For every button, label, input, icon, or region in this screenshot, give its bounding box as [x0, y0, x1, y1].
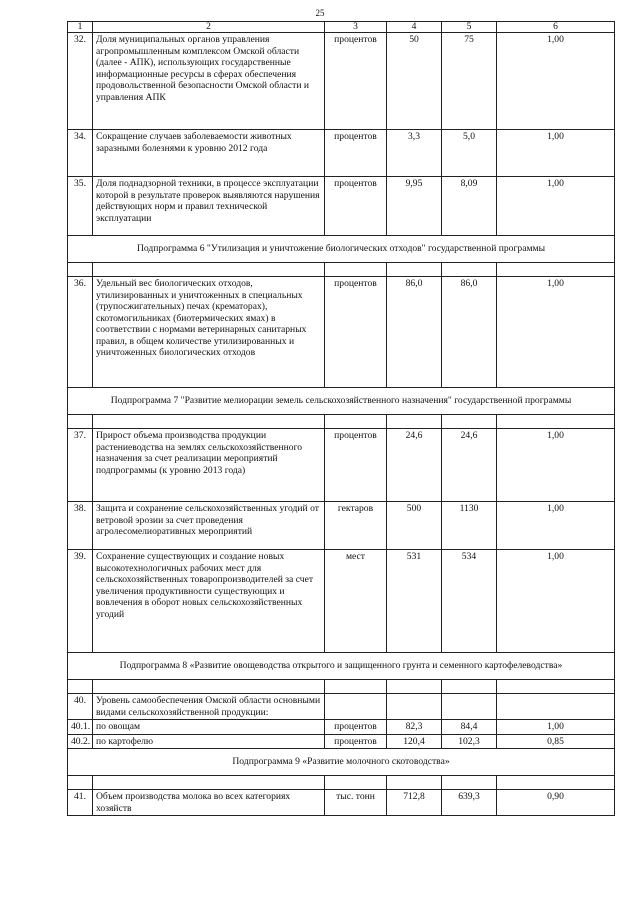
indicator-name: Объем производства молока во всех категориях хозяйств: [93, 790, 325, 816]
value-col4: 82,3: [387, 720, 442, 735]
indicator-name: Удельный вес биологических отходов, утилизированных и уничтоженных в специальных (трупосжигательных) печах (крематорах), скотомогильниках (биотермических ямах) в соответствии с нормами ветеринарных санитарных правил, в общем количестве утилизированных и уничтоженных биологических отходов: [93, 277, 325, 388]
empty-cell: [68, 415, 93, 429]
unit-cell: процентов: [325, 277, 387, 388]
value-col5: 8,09: [442, 177, 497, 236]
header-cell: 6: [497, 22, 615, 33]
value-col4: 712,8: [387, 790, 442, 816]
table-row: [68, 720, 615, 735]
indicators-table: [67, 21, 615, 816]
empty-cell: [387, 776, 442, 790]
empty-cell: [325, 263, 387, 277]
value-col6: 1,00: [497, 33, 615, 130]
spacer-row: [68, 776, 615, 790]
indicator-name: по картофелю: [93, 734, 325, 749]
empty-cell: [68, 680, 93, 694]
empty-cell: [325, 776, 387, 790]
subprogram-title: Подпрограмма 6 "Утилизация и уничтожение биологических отходов" государственной программы: [68, 236, 615, 263]
unit-cell: процентов: [325, 33, 387, 130]
value-col5: 1130: [442, 502, 497, 550]
row-number: 40.1.: [68, 720, 93, 735]
empty-cell: [387, 680, 442, 694]
indicator-name: Доля муниципальных органов управления агропромышленным комплексом Омской области (далее - АПК), использующих государственные информационные ресурсы в сферах обеспечения продовольственной безопасности Омской области и управления АПК: [93, 33, 325, 130]
table-row: [68, 429, 615, 502]
table-row: [68, 734, 615, 749]
indicator-name: Сокращение случаев заболеваемости животных заразными болезнями к уровню 2012 года: [93, 130, 325, 177]
empty-cell: [387, 415, 442, 429]
value-col5: 5,0: [442, 130, 497, 177]
subprogram-title: Подпрограмма 8 «Развитие овощеводства открытого и защищенного грунта и семенного картофелеводства»: [68, 653, 615, 680]
value-col5: 534: [442, 550, 497, 653]
page-number: 25: [315, 8, 325, 18]
empty-cell: [68, 776, 93, 790]
value-col4: 500: [387, 502, 442, 550]
subprogram-title: Подпрограмма 9 «Развитие молочного скотоводства»: [68, 749, 615, 776]
table-row: [68, 502, 615, 550]
spacer-row: [68, 680, 615, 694]
indicator-name: Сохранение существующих и создание новых высокотехнологичных рабочих мест для сельскохозяйственных товаропроизводителей за счет увеличения продуктивности существующих и вовлечения в оборот новых сельскохозяйственных угодий: [93, 550, 325, 653]
header-cell: 4: [387, 22, 442, 33]
indicator-name: по овощам: [93, 720, 325, 735]
empty-cell: [497, 263, 615, 277]
value-col5: 639,3: [442, 790, 497, 816]
header-cell: 3: [325, 22, 387, 33]
indicator-name: Защита и сохранение сельскохозяйственных угодий от ветровой эрозии за счет проведения агролесомелиоративных мероприятий: [93, 502, 325, 550]
value-col4: [387, 694, 442, 720]
value-col5: 75: [442, 33, 497, 130]
row-number: 37.: [68, 429, 93, 502]
header-cell: 5: [442, 22, 497, 33]
subprogram-row: [68, 236, 615, 263]
row-number: 40.: [68, 694, 93, 720]
table-row: [68, 33, 615, 130]
value-col6: 1,00: [497, 277, 615, 388]
unit-cell: процентов: [325, 734, 387, 749]
empty-cell: [68, 263, 93, 277]
table-row: [68, 790, 615, 816]
spacer-row: [68, 415, 615, 429]
value-col5: [442, 694, 497, 720]
value-col6: 1,00: [497, 502, 615, 550]
value-col6: 1,00: [497, 550, 615, 653]
empty-cell: [93, 680, 325, 694]
value-col6: 1,00: [497, 177, 615, 236]
header-cell: 2: [93, 22, 325, 33]
value-col6: 1,00: [497, 720, 615, 735]
unit-cell: гектаров: [325, 502, 387, 550]
empty-cell: [442, 415, 497, 429]
unit-cell: процентов: [325, 130, 387, 177]
indicator-name: Доля поднадзорной техники, в процессе эксплуатации которой в результате проверок выявляются нарушения действующих норм и правил технической эксплуатации: [93, 177, 325, 236]
subprogram-row: [68, 388, 615, 415]
empty-cell: [387, 263, 442, 277]
row-number: 32.: [68, 33, 93, 130]
unit-cell: мест: [325, 550, 387, 653]
indicator-name: Прирост объема производства продукции растениеводства на землях сельскохозяйственного назначения за счет реализации мероприятий подпрограммы (к уровню 2013 года): [93, 429, 325, 502]
table-row: [68, 177, 615, 236]
empty-cell: [442, 680, 497, 694]
unit-cell: тыс. тонн: [325, 790, 387, 816]
empty-cell: [93, 776, 325, 790]
value-col6: 0,90: [497, 790, 615, 816]
value-col4: 9,95: [387, 177, 442, 236]
spacer-row: [68, 263, 615, 277]
value-col4: 50: [387, 33, 442, 130]
empty-cell: [325, 680, 387, 694]
value-col5: 24,6: [442, 429, 497, 502]
subprogram-row: [68, 749, 615, 776]
value-col4: 86,0: [387, 277, 442, 388]
row-number: 35.: [68, 177, 93, 236]
subprogram-row: [68, 653, 615, 680]
empty-cell: [497, 680, 615, 694]
empty-cell: [93, 263, 325, 277]
value-col5: 86,0: [442, 277, 497, 388]
unit-cell: процентов: [325, 429, 387, 502]
row-number: 34.: [68, 130, 93, 177]
row-number: 36.: [68, 277, 93, 388]
empty-cell: [497, 776, 615, 790]
empty-cell: [325, 415, 387, 429]
header-cell: 1: [68, 22, 93, 33]
table-header-row: [68, 22, 615, 33]
value-col6: [497, 694, 615, 720]
unit-cell: процентов: [325, 720, 387, 735]
value-col5: 102,3: [442, 734, 497, 749]
unit-cell: процентов: [325, 177, 387, 236]
table-row: [68, 694, 615, 720]
row-number: 39.: [68, 550, 93, 653]
value-col4: 531: [387, 550, 442, 653]
value-col4: 120,4: [387, 734, 442, 749]
table-row: [68, 130, 615, 177]
empty-cell: [442, 776, 497, 790]
unit-cell: [325, 694, 387, 720]
row-number: 40.2.: [68, 734, 93, 749]
value-col6: 1,00: [497, 130, 615, 177]
empty-cell: [93, 415, 325, 429]
subprogram-title: Подпрограмма 7 "Развитие мелиорации земель сельскохозяйственного назначения" государственной программы: [68, 388, 615, 415]
empty-cell: [442, 263, 497, 277]
row-number: 41.: [68, 790, 93, 816]
row-number: 38.: [68, 502, 93, 550]
value-col6: 1,00: [497, 429, 615, 502]
indicator-name: Уровень самообеспечения Омской области основными видами сельскохозяйственной продукции:: [93, 694, 325, 720]
value-col4: 3,3: [387, 130, 442, 177]
value-col5: 84,4: [442, 720, 497, 735]
table-row: [68, 277, 615, 388]
table-row: [68, 550, 615, 653]
value-col4: 24,6: [387, 429, 442, 502]
value-col6: 0,85: [497, 734, 615, 749]
empty-cell: [497, 415, 615, 429]
